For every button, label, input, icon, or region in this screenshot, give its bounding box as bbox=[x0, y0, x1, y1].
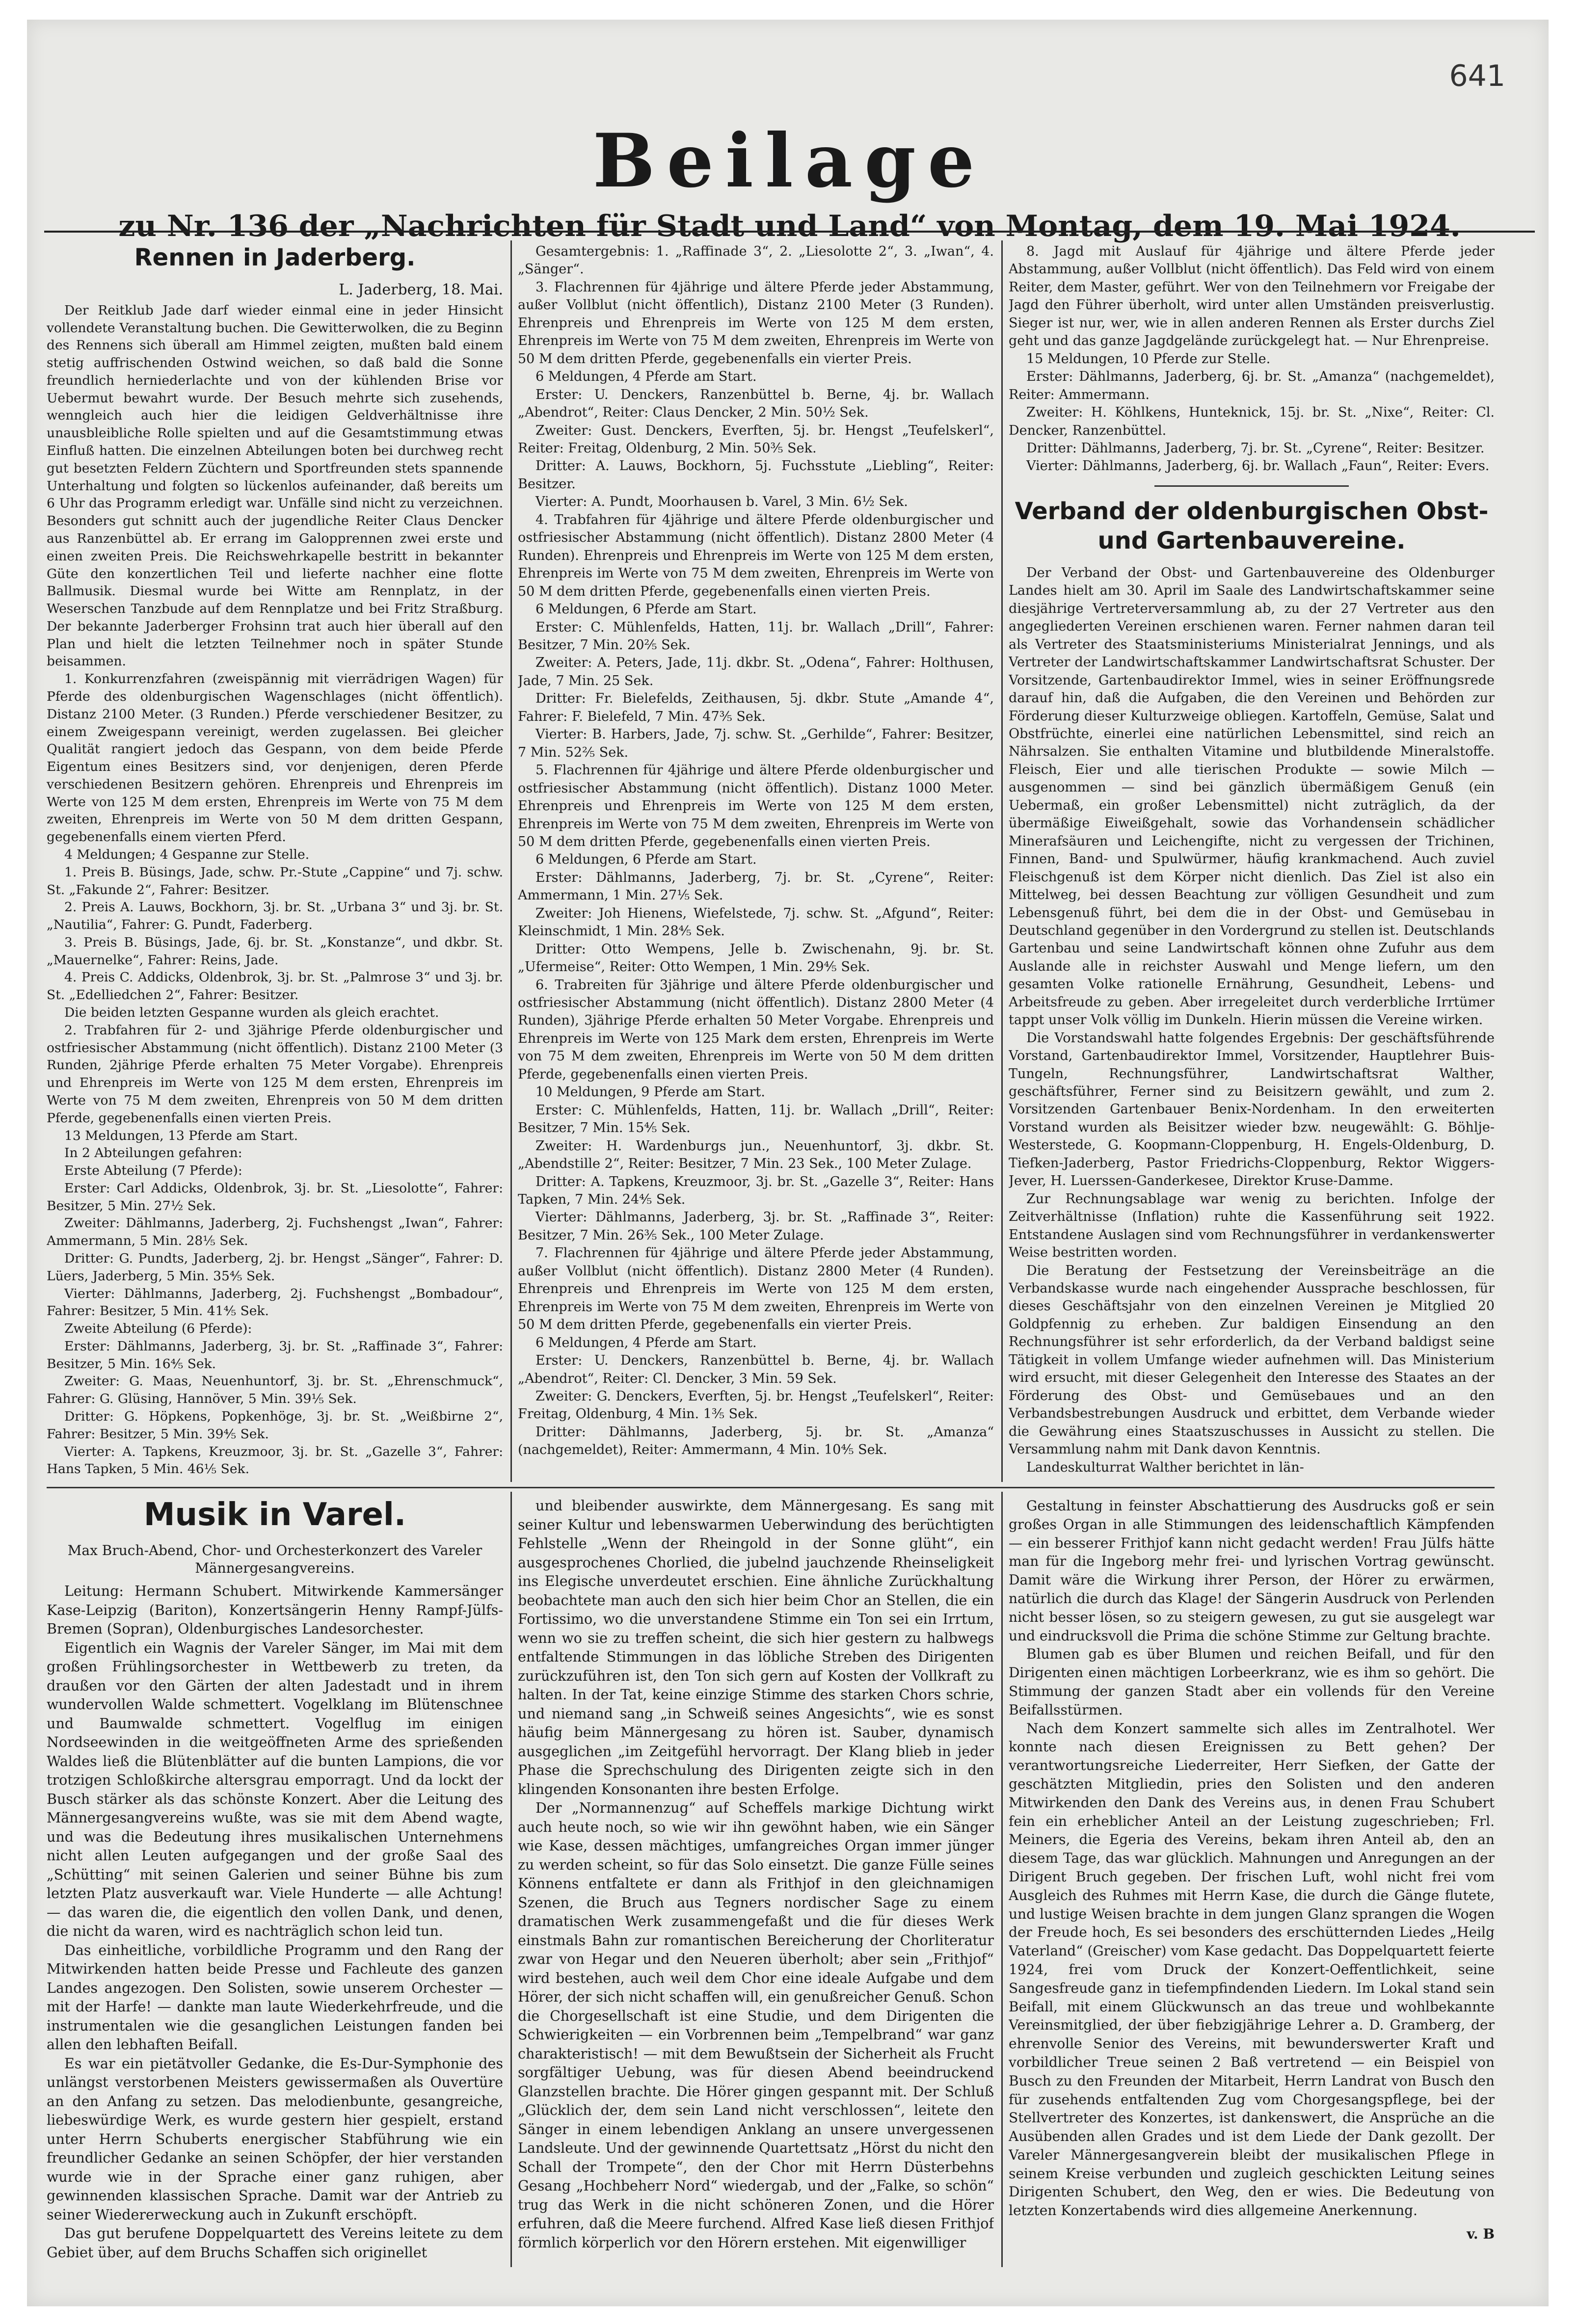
paragraph: Erster: Dählmanns, Jaderberg, 6j. br. St. „Amanza“ (nachgemeldet), Reiter: Ammermann. bbox=[1009, 369, 1495, 402]
paragraph: Erste Abteilung (7 Pferde): bbox=[64, 1163, 242, 1179]
paragraph: Gestaltung in feinster Abschattierung des Ausdrucks goß er sein großes Organ in alle Stimmungen des leidenschaftlich Kämpfenden — ein besserer Frithjof kann nicht gedacht werden! Frau Jülfs hätte man für die Ingeborg mehr frei- und lyrischen Vortrag gewünscht. Damit wäre die Wirkung ihrer Person, der Hörer zu erwärmen, natürlich die durch das Klage! der Sängerin Ausdruck von Perlenden nicht besser lösen, so zu steigern gewesen, zu gut sie ausgelegt war und eindrucksvoll die Prima die schöne Stimme zur Geltung brachte. bbox=[1009, 1498, 1495, 1644]
paragraph: Dritter: A. Tapkens, Kreuzmoor, 3j. br. St. „Gazelle 3“, Reiter: Hans Tapken, 7 Min. 24⅘ Sek. bbox=[518, 1174, 994, 1208]
paragraph: Es war ein pietätvoller Gedanke, die Es-Dur-Symphonie des unlängst verstorbenen Meisters gewissermaßen als Ouvertüre an den Anfang zu setzen. Das melodienbunte, gesangreiche, liebeswürdige Werk, es wurde gestern hier gespielt, erstand unter Herrn Schuberts energischer Stabführung wie ein freundlicher Gedanke an seinen Schöpfer, der hier verstanden wurde wie in der Sprache einer ganz ruhigen, aber gewinnenden klassischen Sprache. Damit war der Antrieb zu seiner Wiedererweckung auch in Zukunft erschöpft. bbox=[47, 2055, 503, 2223]
paragraph: Dritter: Dählmanns, Jaderberg, 5j. br. St. „Amanza“ (nachgemeldet), Reiter: Ammermann, 4 Min. 10⅘ Sek. bbox=[518, 1424, 994, 1458]
column-rennen-continued bbox=[518, 243, 994, 1479]
column-divider bbox=[510, 240, 512, 1482]
column-rennen-jaderberg bbox=[47, 243, 503, 1479]
paragraph: 6 Meldungen, 4 Pferde am Start. bbox=[535, 1335, 757, 1350]
paragraph: Vierter: Dählmanns, Jaderberg, 6j. br. Wallach „Faun“, Reiter: Evers. bbox=[1026, 458, 1490, 474]
paragraph: Dritter: Otto Wempens, Jelle b. Zwischenahn, 9j. br. St. „Ufermeise“, Reiter: Otto Wempen, 1 Min. 29⅘ Sek. bbox=[518, 941, 994, 975]
paragraph: Die beiden letzten Gespanne wurden als gleich erachtet. bbox=[64, 1005, 439, 1021]
column-divider bbox=[1001, 240, 1003, 1482]
page-number: 641 bbox=[1449, 59, 1505, 93]
article-body-obst bbox=[1009, 564, 1495, 1477]
paragraph: Zweiter: G. Denckers, Everften, 5j. br. Hengst „Teufelskerl“, Reiter: Freitag, Oldenburg, 4 Min. 1⅗ Sek. bbox=[518, 1389, 994, 1422]
paragraph: Zweiter: Joh Hienens, Wiefelstede, 7j. schw. St. „Afgund“, Reiter: Kleinschmidt, 1 Min. 28⅘ Sek. bbox=[518, 905, 994, 939]
article-subheading-musik: Max Bruch-Abend, Chor- und Orchesterkonzert des Vareler Männergesangvereins. bbox=[67, 1542, 482, 1576]
paragraph: 1. Konkurrenzfahren (zweispännig mit vierrädrigen Wagen) für Pferde des oldenburgischen Wagenschlages (nicht öffentlich). Distanz 2100 Meter. (3 Runden.) Pferde verschiedener Besitzer, zu einem Zweigespann vereinigt, werden zugelassen. Bei gleicher Qualität rangiert jedoch das Gespann, von dem beide Pferde Eigentum eines Besitzers sind, vor denjenigen, deren Pferde verschiedenen Besitzern gehören. Ehrenpreis und Ehrenpreis im Werte von 125 M dem ersten, Ehrenpreis im Werte von 75 M dem zweiten, Ehrenpreis im Werte von 50 M dem dritten Gespann, gegebenenfalls einem vierten Pferd. bbox=[47, 671, 503, 845]
paragraph: Erster: Dählmanns, Jaderberg, 3j. br. St. „Raffinade 3“, Fahrer: Besitzer, 5 Min. 16⅘ Sek. bbox=[47, 1338, 503, 1372]
paragraph: Das gut berufene Doppelquartett des Vereins leitete zu dem Gebiet über, auf dem Bruchs Schaffen sich originellet bbox=[47, 2225, 503, 2261]
column-divider bbox=[1001, 1492, 1003, 2267]
column-musik-continued bbox=[518, 1497, 994, 2262]
article-body-rennen-end bbox=[1009, 243, 1495, 475]
paragraph: Nach dem Konzert sammelte sich alles im Zentralhotel. Wer konnte nach diesen Ereignissen zu Bett gehen? Der verantwortungsreiche Liederreiter, Herr Siefken, der Gatte der geschätzten Mitgliedin, pries den Solisten und den anderen Mitwirkenden den Dank des Vereins aus, in denen Frau Schubert fein ein erheblicher Anteil an der Leistung zugeschrieben; Frl. Meiners, die Egeria des Vereins, bekam ihren Anteil ab, den an diesem Tage, das war glücklich. Mahnungen und Anregungen an der Dirigent Bruch gegeben. Der frischen Luft, wohl nicht frei vom Ausgleich des Ruhmes mit Herrn Kase, die durch die Gänge flutete, und lustige Weisen brachte in dem jungen Glanz sprangen die Wogen der Freude hoch, Es sei besonders des erschütternden Liedes „Heilg Vaterland“ (Greischer) vom Kase gedacht. Das Doppelquartett feierte 1924, frei vom Druck der Konzert-Oeffentlichkeit, seine Sangesfreude ganz in tiefempfindenden Liedern. Im Lokal stand sein Beifall, mit einem Glückwunsch an das treue und wohlbekannte Vereinsmitglied, der über fiebzigjährige Lehrer a. D. Gramberg, der ehrenvolle Senior des Vereins, mit bewunderswerter Kraft und vorbildlicher Treue seinen 2 Baß vertretend — ein Beispiel von Busch zu den Freunden der Mitarbeit, Herrn Landrat von Busch den für zusehends entfaltenden Zug vom Chorgesangspflege, bei der Stellvertreter des Konzertes, ist dankenswert, die Ansprüche an die Ausübenden allen Grades und ist dem Liede der Dank gezollt. Der Vareler Männergesangverein bleibt der musikalischen Pflege in seinem Kreise verbunden und zugleich geschickten Leitung seines Dirigenten Schubert, den Weg, den er wies. Die Bedeutung von letzten Konzertabends wird dies allgemeine Anerkennung. bbox=[1009, 1720, 1495, 2219]
article-body-musik bbox=[47, 1582, 503, 2262]
paragraph: Der Reitklub Jade darf wieder einmal eine in jeder Hinsicht vollendete Veranstaltung buchen. Die Gewitterwolken, die zu Beginn des Rennens sich überall am Himmel zeigten, mußten bald einem stetig auffrischenden Ostwind weichen, so daß bald die Sonne freundlich herniederlachte und von der kühlenden Brise vor Uebermut bewahrt wurde. Der Besuch mehrte sich zusehends, wenngleich auch hier die leidigen Geldverhältnisse ihre unausbleibliche Rolle spielten und auf die Gesamtstimmung etwas Einfluß hatten. Die einzelnen Abteilungen boten bei durchweg recht gut besetzten Feldern Züchtern und Sportfreunden stets spannende Unterhaltung und folgten so lückenlos aufeinander, daß bereits um 6 Uhr das Programm erledigt war. Unfälle sind nicht zu verzeichnen. Besonders gut schnitt auch der jugendliche Reiter Claus Dencker aus Ranzenbüttel ab. Er errang im Galopprennen zwei erste und einen zweiten Preis. Die Reichswehrkapelle bestritt in bekannter Güte den konzertlichen Teil und lieferte nachher eine flotte Ballmusik. Diesmal wurde bei Witte am Rennplatz, in der Weserschen Tanzbude auf dem Rennplatze und bei Fritz Straßburg. Der bekannte Jaderberger Frohsinn trat auch hier überall auf den Plan und hielt die letzten Teilnehmer noch in später Stunde beisammen. bbox=[47, 302, 503, 669]
paragraph: Zur Rechnungsablage war wenig zu berichten. Infolge der Zeitverhältnisse (Inflation) ruhte die Kassenführung seit 1922. Entstandene Auslagen sind vom Rechnungsführer in verdankenswerter Weise bestritten worden. bbox=[1009, 1191, 1495, 1261]
paragraph: Erster: C. Mühlenfelds, Hatten, 11j. br. Wallach „Drill“, Fahrer: Besitzer, 7 Min. 20⅖ Sek. bbox=[518, 619, 994, 653]
article-body-rennen-continued bbox=[518, 243, 994, 1459]
masthead-title: Beilage bbox=[592, 118, 987, 204]
paragraph: Vierter: A. Pundt, Moorhausen b. Varel, 3 Min. 6½ Sek. bbox=[535, 494, 908, 510]
column-musik-end bbox=[1009, 1497, 1495, 2262]
paragraph: Erster: U. Denckers, Ranzenbüttel b. Berne, 4j. br. Wallach „Abendrot“, Reiter: Claus Dencker, 2 Min. 50½ Sek. bbox=[518, 387, 994, 421]
paragraph: Zweiter: Dählmanns, Jaderberg, 2j. Fuchshengst „Iwan“, Fahrer: Ammermann, 5 Min. 28⅕ Sek. bbox=[47, 1215, 503, 1249]
paragraph: Vierter: Dählmanns, Jaderberg, 3j. br. St. „Raffinade 3“, Reiter: Besitzer, 7 Min. 26⅗ Sek., 100 Meter Zulage. bbox=[518, 1210, 994, 1243]
paragraph: Zweite Abteilung (6 Pferde): bbox=[64, 1321, 252, 1337]
paragraph: In 2 Abteilungen gefahren: bbox=[64, 1145, 242, 1161]
paragraph: 4. Preis C. Addicks, Oldenbrok, 3j. br. St. „Palmrose 3“ und 3j. br. St. „Edelliedchen 2“, Fahrer: Besitzer. bbox=[47, 970, 503, 1003]
paragraph: 7. Flachrennen für 4jährige und ältere Pferde jeder Abstammung, außer Vollblut (nicht öffentlich). Distanz 2800 Meter (4 Runden). Ehrenpreis und Ehrenpreis im Werte von 125 M dem ersten, Ehrenpreis im Werte von 75 M dem zweiten, Ehrenpreis im Werte von 50 M dem dritten Pferde, gegebenenfalls ein vierter Preis. bbox=[518, 1245, 994, 1333]
paragraph: 13 Meldungen, 13 Pferde am Start. bbox=[64, 1128, 298, 1143]
paragraph: Das einheitliche, vorbildliche Programm und den Rang der Mitwirkenden hatten beide Presse und Fachleute des ganzen Landes angezogen. Den Solisten, sowie unserem Orchester — mit der Harfe! — dankte man laute Wiederkehrfreude, und die instrumentalen wie die gesanglichen Leistungen fanden bei allen den lebhaften Beifall. bbox=[47, 1942, 503, 2053]
paragraph: 5. Flachrennen für 4jährige und ältere Pferde oldenburgischer und ostfriesischer Abstammung (nicht öffentlich). Distanz 1000 Meter. Ehrenpreis und Ehrenpreis im Werte von 125 M dem ersten, Ehrenpreis im Werte von 75 M dem zweiten, Ehrenpreis im Werte von 50 M dem dritten Pferde, gegebenenfalls einen vierten Preis. bbox=[518, 763, 994, 849]
paragraph: Der „Normannenzug“ auf Scheffels markige Dichtung wirkt auch heute noch, so wie wir ihn gewöhnt haben, wie ein Sänger wie Kase, dessen mächtiges, umfangreiches Organ immer jünger zu werden scheint, so für das Solo einsetzt. Die ganze Fülle seines Könnens entfaltete er dann als Frithjof in den gleichnamigen Szenen, die Bruch aus Tegners nordischer Sage zu einem dramatischen Werk zusammengefaßt und die für dieses Werk einstmals Bahn zur romantischen Bereicherung der Chorliteratur zwar von Hegar und den Neueren überholt; aber sein „Frithjof“ wird bestehen, auch weil dem Chor eine ideale Aufgabe und dem Hörer, der sich nicht schaffen will, ein genußreicher Genuß. Schon die Chorgesellschaft ist eine Studie, und dem Dirigenten die Schwierigkeiten — ein Vorbrennen beim „Tempelbrand“ war ganz charakteristisch! — mit dem Bewußtsein der Sicherheit als Frucht sorgfältiger Uebung, was für diesen Abend beeindruckend Glanzstellen brachte. Die Hörer gingen gespannt mit. Der Schluß „Glücklich der, dem sein Land nicht verschlossen“, leitete den Sänger in einem lebendigen Anklang an unsere unvergessenen Landsleute. Und der gewinnende Quartettsatz „Hörst du nicht den Schall der Trompete“, den der Chor mit Herrn Düsterbehns Gesang „Hochbeherr Nord“ wiedergab, und der „Falke, so schön“ trug das Werk in die nicht schöneren Zonen, und die Hörer erfuhren, daß die Meere furchend. Alfred Kase ließ diesen Frithjof förmlich körperlich vor den Hörern erstehen. Mit eigenwilliger bbox=[518, 1800, 994, 2251]
article-title-obst: Verband der oldenburgischen Obst- und Gartenbauvereine. bbox=[1015, 497, 1489, 555]
paragraph: 3. Flachrennen für 4jährige und ältere Pferde jeder Abstammung, außer Vollblut (nicht öffentlich), Distanz 2100 Meter (3 Runden). Ehrenpreis und Ehrenpreis im Werte von 125 M dem ersten, Ehrenpreis im Werte von 75 M dem zweiten, Ehrenpreis im Werte von 50 M dem dritten Pferde, gegebenenfalls ein vierter Preis. bbox=[518, 279, 994, 367]
paragraph: 2. Trabfahren für 2- und 3jährige Pferde oldenburgischer und ostfriesischer Abstammung (nicht öffentlich). Distanz 2100 Meter (3 Runden, 2jährige Pferde erhalten 75 Meter Vorgabe). Ehrenpreis und Ehrenpreis im Werte von 125 M dem ersten, Ehrenpreis im Werte von 75 M dem zweiten, Ehrenpreis von 50 M dem dritten Pferde, gegebenenfalls einen vierten Preis. bbox=[47, 1022, 503, 1126]
article-body-musik-continued bbox=[518, 1497, 994, 2252]
paragraph: Zweiter: G. Maas, Neuenhuntorf, 3j. br. St. „Ehrenschmuck“, Fahrer: G. Glüsing, Hannöver, 5 Min. 39⅕ Sek. bbox=[47, 1373, 503, 1407]
article-body-musik-end bbox=[1009, 1497, 1495, 2220]
paragraph: 2. Preis A. Lauws, Bockhorn, 3j. br. St. „Urbana 3“ und 3j. br. St. „Nautilia“, Fahrer: G. Pundt, Faderberg. bbox=[47, 899, 503, 933]
paragraph: 6 Meldungen, 6 Pferde am Start. bbox=[535, 602, 757, 617]
paragraph: 10 Meldungen, 9 Pferde am Start. bbox=[535, 1084, 765, 1100]
article-title-rennen: Rennen in Jaderberg. bbox=[134, 244, 416, 271]
paragraph: Erster: C. Mühlenfelds, Hatten, 11j. br. Wallach „Drill“, Reiter: Besitzer, 7 Min. 15⅘ Sek. bbox=[518, 1102, 994, 1136]
paragraph: Der Verband der Obst- und Gartenbauvereine des Oldenburger Landes hielt am 30. April im Saale des Landwirtschaftskammer seine diesjährige Vertreterversammlung ab, zu der 27 Vertreter aus den angegliederten Vereinen erschienen waren. Ferner nahmen daran teil als Vertreter des Staatsministeriums Ministerialrat Jennings, und als Vertreter der Landwirtschaftskammer Landwirtschaftsrat Schuster. Der Vorsitzende, Gartenbaudirektor Immel, wies in seiner Eröffnungsrede darauf hin, daß die Aufgaben, die den Vereinen und Behörden zur Förderung dieser Kulturzweige obliegen. Kartoffeln, Gemüse, Salat und Obstfrüchte, einerlei eine natürlichen Lebensmittel, sind reich an Nährsalzen. Sie enthalten Vitamine und blutbildende Mineralstoffe. Fleisch, Eier und alle tierischen Produkte — sowie Milch — ausgenommen — sind bei gänzlich übermäßigem Genuß (ein Uebermaß, ein großer Lebensmittel) nicht zuträglich, da der übermäßige Eiweißgehalt, sowie das Vorhandensein schädlicher Minerafsäuren und Leichengifte, nicht zu vergessen der Trichinen, Finnen, Band- und Spulwürmer, häufig krankmachend. Auch zuviel Fleischgenuß ist dem Körper nicht dienlich. Das Ziel ist also ein Mittelweg, bei dessen Beachtung zur völligen Gesundheit und zum Lebensgenuß führt, bei dem die in der Obst- und Gemüsebau in Deutschland gegenüber in den Vordergrund zu stellen ist. Deutschlands Gartenbau und seine Landwirtschaft können ohne Zufuhr aus dem Auslande alle in reichster Auswahl und Menge liefern, um den gesamten Volke rationelle Ernährung, Gesundheit, Lebens- und Arbeitsfreude zu geben. Aber irregeleitet durch verderbliche Irrtümer tappt unser Volk völlig im Dunkeln. Hierin müssen die Vereine wirken. bbox=[1009, 565, 1495, 1028]
paragraph: 4. Trabfahren für 4jährige und ältere Pferde oldenburgischer und ostfriesischer Abstammung (nicht öffentlich). Distanz 2800 Meter (4 Runden). Ehrenpreis und Ehrenpreis im Werte von 125 M dem ersten, Ehrenpreis im Werte von 75 M dem zweiten, Ehrenpreis im Werte von 50 M dem dritten Pferde, gegebenenfalls einen vierten Preis. bbox=[518, 512, 994, 599]
paragraph: Zweiter: A. Peters, Jade, 11j. dkbr. St. „Odena“, Fahrer: Holthusen, Jade, 7 Min. 25 Sek. bbox=[518, 655, 994, 688]
masthead-rule bbox=[44, 231, 1535, 233]
paragraph: 1. Preis B. Büsings, Jade, schw. Pr.-Stute „Cappine“ und 7j. schw. St. „Fakunde 2“, Fahrer: Besitzer. bbox=[47, 864, 503, 898]
paragraph: Erster: Dählmanns, Jaderberg, 7j. br. St. „Cyrene“, Reiter: Ammermann, 1 Min. 27⅕ Sek. bbox=[518, 870, 994, 903]
paragraph: 6. Trabreiten für 3jährige und ältere Pferde oldenburgischer und ostfriesischer Abstammung (nicht öffentlich). Distanz 2800 Meter (4 Runden), 3jährige Pferde erhalten 50 Meter Vorgabe. Ehrenpreis und Ehrenpreis im Werte von 125 Mark dem ersten, Ehrenpreis im Werte von 75 M dem zweiten, Ehrenpreis im Werte von 50 M dem dritten Pferde, gegebenenfalls einen vierten Preis. bbox=[518, 977, 994, 1082]
paragraph: 6 Meldungen, 4 Pferde am Start. bbox=[535, 369, 757, 385]
paragraph: Zweiter: H. Wardenburgs jun., Neuenhuntorf, 3j. dkbr. St. „Abendstille 2“, Reiter: Besitzer, 7 Min. 23 Sek., 100 Meter Zulage. bbox=[518, 1138, 994, 1172]
dateline: L. Jaderberg, 18. Mai. bbox=[339, 281, 503, 298]
column-right-top bbox=[1009, 243, 1495, 1479]
masthead-subtitle: zu Nr. 136 der „Nachrichten für Stadt und Land“ von Montag, dem 19. Mai 1924. bbox=[118, 209, 1461, 243]
paragraph: Vierter: Dählmanns, Jaderberg, 2j. Fuchshengst „Bombadour“, Fahrer: Besitzer, 5 Min. 41⅘ Sek. bbox=[47, 1286, 503, 1319]
paragraph: und bleibender auswirkte, dem Männergesang. Es sang mit seiner Kultur und lebenswarmen Ueberwindung des berüchtigten Fehlstelle „Wenn der Rheingold in der Sonne glüht“, ein ausgesprochenes Chorlied, die jubelnd jauchzende Rheinseligkeit ins Elegische unverdeutet erschien. Eine ähnliche Zurückhaltung beobachtete man auch den sich hier beim Chor an Stellen, die ein Fortissimo, wo die unverstandene Stimme ein Ton sei ein Irrtum, wenn wo sie zu treffen scheint, die sich hier gestern zu halbwegs entfaltende Stimmungen in das löbliche Streben des Dirigenten zurückzuführen ist, den Ton sich gern auf Kosten der Vollkraft zu halten. In der Tat, keine einzige Stimme des starken Chors schrie, und niemand sang „in Schweiß seines Angesichts“, wie es sonst häufig beim Männergesang zu hören ist. Sauber, dynamisch ausgeglichen „im Zeitgefühl hervorragt. Der Klang blieb in jeder Phase die Sprechschulung des Dirigenten zeigte sich in den klingenden Konsonanten ihre besten Erfolge. bbox=[518, 1498, 994, 1797]
paragraph: Landeskulturrat Walther berichtet in län- bbox=[1026, 1459, 1304, 1475]
paragraph: Zweiter: Gust. Denckers, Everften, 5j. br. Hengst „Teufelskerl“, Reiter: Freitag, Oldenburg, 2 Min. 50⅗ Sek. bbox=[518, 423, 994, 456]
paragraph: Dritter: A. Lauws, Bockhorn, 5j. Fuchsstute „Liebling“, Reiter: Besitzer. bbox=[518, 458, 994, 492]
paragraph: Dritter: G. Pundts, Jaderberg, 2j. br. Hengst „Sänger“, Fahrer: D. Lüers, Jaderberg, 5 Min. 35⅘ Sek. bbox=[47, 1250, 503, 1284]
paragraph: Leitung: Hermann Schubert. Mitwirkende Kammersänger Kase-Leipzig (Bariton), Konzertsängerin Henny Rampf-Jülfs-Bremen (Sopran), Oldenburgisches Landesorchester. bbox=[47, 1583, 503, 1637]
paragraph: 4 Meldungen; 4 Gespanne zur Stelle. bbox=[64, 847, 310, 862]
section-divider bbox=[1154, 485, 1349, 487]
paragraph: 8. Jagd mit Auslauf für 4jährige und ältere Pferde jeder Abstammung, außer Vollblut (nicht öffentlich). Das Feld wird von einem Reiter, dem Master, geführt. Wer von den Teilnehmern vor Freigabe der Jagd den Führer überholt, wird unter allen Umständen preisverlustig. Sieger ist nur, wer, wie in allen anderen Rennen als Erster durchs Ziel geht und das ganze Jagdgelände zurückgelegt hat. — Nur Ehrenpreise. bbox=[1009, 244, 1495, 349]
paragraph: Dritter: G. Höpkens, Popkenhöge, 3j. br. St. „Weißbirne 2“, Fahrer: Besitzer, 5 Min. 39⅘ Sek. bbox=[47, 1409, 503, 1442]
section-rule bbox=[47, 1487, 1495, 1488]
paragraph: Die Vorstandswahl hatte folgendes Ergebnis: Der geschäftsführende Vorstand, Gartenbaudirektor Immel, Vorsitzender, Hauptlehrer Buis-Tungeln, Rechnungsführer, Landwirtschaftsrat Walther, geschäftsführer, Ferner sind zu Beisitzern gewählt, und zum 2. Vorsitzenden Gartenbauer Benix-Nordenham. In den erweiterten Vorstand wurden als Beisitzer wieder bzw. neugewählt: G. Böhlje-Westerstede, G. Koopmann-Cloppenburg, H. Engels-Oldenburg, D. Tiefken-Jaderberg, Pastor Friedrichs-Cloppenburg, Rektor Wiggers-Jever, H. Luerssen-Ganderkesee, Direktor Kruse-Damme. bbox=[1009, 1030, 1495, 1189]
paragraph: Dritter: Fr. Bielefelds, Zeithausen, 5j. dkbr. Stute „Amande 4“, Fahrer: F. Bielefeld, 7 Min. 47⅗ Sek. bbox=[518, 691, 994, 724]
paragraph: Erster: U. Denckers, Ranzenbüttel b. Berne, 4j. br. Wallach „Abendrot“, Reiter: Cl. Dencker, 3 Min. 59 Sek. bbox=[518, 1353, 994, 1386]
paragraph: Die Beratung der Festsetzung der Vereinsbeiträge an die Verbandskasse wurde nach eingehender Aussprache beschlossen, für dieses Geschäftsjahr von den einzelnen Vereinen je Mitglied 20 Goldpfennig zu erheben. Zur baldigen Einsendung an den Rechnungsführer ist sehr erforderlich, da der Verband baldigst seine Tätigkeit in vollem Umfange wieder aufnehmen will. Das Ministerium wird ersucht, mit dieser Gelegenheit den Interesse des Staates an der Förderung des Obst- und Gemüsebaues und an den Verbandsbestrebungen Ausdruck und erbittet, dem Verbande wieder die Gewährung eines Staatszuschusses in Aussicht zu stellen. Die Versammlung nahm mit Dank davon Kenntnis. bbox=[1009, 1263, 1495, 1457]
masthead bbox=[0, 118, 1579, 243]
column-musik bbox=[47, 1497, 503, 2262]
column-divider bbox=[510, 1492, 512, 2267]
paragraph: Dritter: Dählmanns, Jaderberg, 7j. br. St. „Cyrene“, Reiter: Besitzer. bbox=[1026, 440, 1485, 456]
paragraph: Gesamtergebnis: 1. „Raffinade 3“, 2. „Liesolotte 2“, 3. „Iwan“, 4. „Sänger“. bbox=[518, 244, 994, 277]
paragraph: Vierter: A. Tapkens, Kreuzmoor, 3j. br. St. „Gazelle 3“, Fahrer: Hans Tapken, 5 Min. 46⅕ Sek. bbox=[47, 1444, 503, 1477]
paragraph: Eigentlich ein Wagnis der Vareler Sänger, im Mai mit dem großen Frühlingsorchester in Wettbewerb zu treten, da draußen vor den Gärten der alten Jadestadt und in ihrem wundervollen Walde schmettert. Vogelklang im Blütenschnee und Baumwalde schmettert. Vogelflug im einigen Nordseewinden in die weitgeöffneten Arme des sprießenden Waldes ließ die Blütenblätter auf die bunten Lampions, die vor trotzigen Schloßkirche altersgrau emporragt. Und da lockt der Busch stärker als das schönste Konzert. Aber die Leitung des Männergesangvereins wußte, was sie mit dem Abend wagte, und was die Bedeutung ihres musikalischen Unternehmens nicht allen Leuten aufgegangen und der große Saal des „Schütting“ mit seinen Galerien und seiner Bühne bis zum letzten Platz ausverkauft war. Viele Hunderte — alle Achtung! — das waren die, die eigentlich den vollen Dank, und denen, die nicht da waren, wird es nachträglich schon leid tun. bbox=[47, 1639, 503, 1939]
paragraph: 3. Preis B. Büsings, Jade, 6j. br. St. „Konstanze“, und dkbr. St. „Mauernelke“, Fahrer: Reins, Jade. bbox=[47, 934, 503, 968]
paragraph: Erster: Carl Addicks, Oldenbrok, 3j. br. St. „Liesolotte“, Fahrer: Besitzer, 5 Min. 27½ Sek. bbox=[47, 1180, 503, 1214]
signature: v. B bbox=[1467, 2226, 1495, 2243]
paragraph: Zweiter: H. Köhlkens, Hunteknick, 15j. br. St. „Nixe“, Reiter: Cl. Dencker, Ranzenbüttel. bbox=[1009, 405, 1495, 438]
article-body-rennen bbox=[47, 302, 503, 1478]
paragraph: Vierter: B. Harbers, Jade, 7j. schw. St. „Gerhilde“, Fahrer: Besitzer, 7 Min. 52⅖ Sek. bbox=[518, 727, 994, 760]
paragraph: Blumen gab es über Blumen und reichen Beifall, und für den Dirigenten einen mächtigen Lorbeerkranz, wie es ihm so gehört. Die Stimmung der ganzen Stadt aber ein vollends für den Vereine Beifallsstürmen. bbox=[1009, 1646, 1495, 1718]
paragraph: 15 Meldungen, 10 Pferde zur Stelle. bbox=[1026, 351, 1271, 367]
article-title-musik: Musik in Varel. bbox=[143, 1497, 406, 1533]
paragraph: 6 Meldungen, 6 Pferde am Start. bbox=[535, 852, 757, 868]
